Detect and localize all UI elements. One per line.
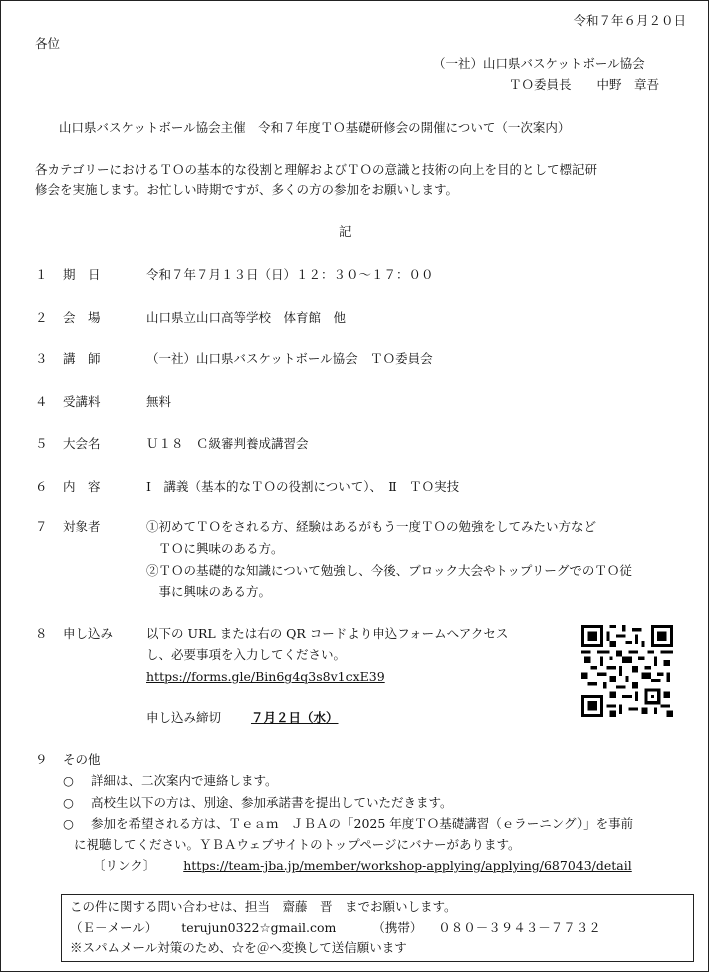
item-number: １ bbox=[35, 267, 48, 282]
item-value: 令和７年７月１３日（日）１２：３０～１７：００ bbox=[146, 267, 434, 282]
bullet-icon: ○ bbox=[63, 816, 74, 831]
team-jba-link[interactable]: https://team-jba.jp/member/workshop-applying/applying/687043/detail bbox=[183, 858, 632, 873]
item-number: ２ bbox=[35, 310, 48, 325]
apply-form-link[interactable]: https://forms.gle/Bin6g4q3s8v1cxE39 bbox=[146, 669, 385, 684]
item-label: 対象者 bbox=[63, 519, 101, 534]
item-number: ３ bbox=[35, 351, 48, 366]
link-row bbox=[93, 858, 632, 874]
item-number: ６ bbox=[35, 479, 48, 494]
bullet-text: 詳細は、二次案内で連絡します。 bbox=[91, 773, 278, 788]
item-number: ４ bbox=[35, 394, 48, 409]
target-line-2: ＴＯに興味のある方。 bbox=[146, 541, 284, 556]
contact-line: この件に関する問い合わせは、担当 齋藤 晋 までお願いします。 bbox=[70, 899, 457, 914]
apply-line-1: 以下の URL または右の QR コードより申込フォームへアクセス bbox=[146, 626, 509, 641]
apply-line-2: し、必要事項を入力してください。 bbox=[146, 647, 347, 662]
bullet-text: 参加を希望される方は、Ｔｅａｍ ＪＢＡの「2025 年度ＴＯ基礎講習（ｅラーニング）」を事前 bbox=[91, 816, 634, 831]
item-label: 会 場 bbox=[63, 310, 101, 325]
deadline-date: ７月２日（水） bbox=[250, 710, 339, 725]
item-label: 受講料 bbox=[63, 394, 101, 409]
item-number: ７ bbox=[35, 519, 48, 534]
bullet-text: 高校生以下の方は、別途、参加承諾書を提出していただきます。 bbox=[91, 795, 453, 810]
item-label: 内 容 bbox=[63, 479, 101, 494]
email-label: （Ｅ－メール） bbox=[70, 920, 158, 935]
target-line-4: 事に興味のある方。 bbox=[146, 584, 272, 599]
item-number: ９ bbox=[35, 752, 48, 767]
phone-label: （携帯） bbox=[372, 920, 423, 935]
other-bullet-3-cont: に視聴してください。ＹＢＡウェブサイトのトップページにバナーがあります。 bbox=[74, 837, 521, 852]
bullet-icon: ○ bbox=[63, 795, 74, 810]
item-number: ５ bbox=[35, 436, 48, 451]
link-label: 〔リンク〕 bbox=[93, 858, 156, 873]
deadline-label: 申し込み締切 bbox=[146, 710, 222, 725]
sender-org: （一社）山口県バスケットボール協会 bbox=[433, 56, 645, 71]
item-value: Ｕ１８ Ｃ級審判養成講習会 bbox=[146, 436, 309, 451]
item-label: 大会名 bbox=[63, 436, 101, 451]
item-label: 申し込み bbox=[63, 626, 114, 641]
item-label: その他 bbox=[63, 752, 101, 767]
target-line-1: ①初めてＴＯをされる方、経験はあるがもう一度ＴＯの勉強をしてみたい方など bbox=[146, 519, 597, 534]
item-value: 山口県立山口高等学校 体育館 他 bbox=[146, 310, 347, 325]
item-number: ８ bbox=[35, 626, 48, 641]
item-value: Ⅰ 講義（基本的なＴＯの役割について）、 Ⅱ ＴＯ実技 bbox=[146, 479, 460, 494]
email-address[interactable]: terujun0322☆gmail.com bbox=[181, 920, 337, 935]
spam-note: ※スパムメール対策のため、☆を＠へ変換して送信願います bbox=[70, 940, 407, 955]
sender-name: ＴＯ委員長 中野 章吾 bbox=[509, 77, 660, 92]
intro-line-2: 修会を実施します。お忙しい時期ですが、多くの方の参加をお願いします。 bbox=[35, 182, 459, 197]
recipient: 各位 bbox=[35, 36, 61, 51]
date: 令和７年６月２０日 bbox=[573, 13, 686, 28]
contact-box bbox=[61, 894, 694, 962]
ki-heading: 記 bbox=[339, 224, 352, 239]
bullet-icon: ○ bbox=[63, 773, 74, 788]
item-value: （一社）山口県バスケットボール協会 ＴＯ委員会 bbox=[146, 351, 433, 366]
intro-line-1: 各カテゴリーにおけるＴＯの基本的な役割と理解およびＴＯの意識と技術の向上を目的として標記研 bbox=[35, 162, 598, 177]
phone-number: ０８０－３９４３－７７３２ bbox=[438, 920, 601, 935]
item-value: 無料 bbox=[146, 394, 172, 409]
qr-code-icon[interactable] bbox=[581, 625, 673, 717]
deadline-row bbox=[146, 710, 339, 726]
contact-details bbox=[70, 920, 601, 936]
target-line-3: ②ＴＯの基礎的な知識について勉強し、今後、ブロック大会やトップリーグでのＴＯ従 bbox=[146, 563, 632, 578]
doc-title: 山口県バスケットボール協会主催 令和７年度ＴＯ基礎研修会の開催について（一次案内） bbox=[59, 120, 571, 135]
item-label: 講 師 bbox=[63, 351, 101, 366]
item-label: 期 日 bbox=[63, 267, 101, 282]
